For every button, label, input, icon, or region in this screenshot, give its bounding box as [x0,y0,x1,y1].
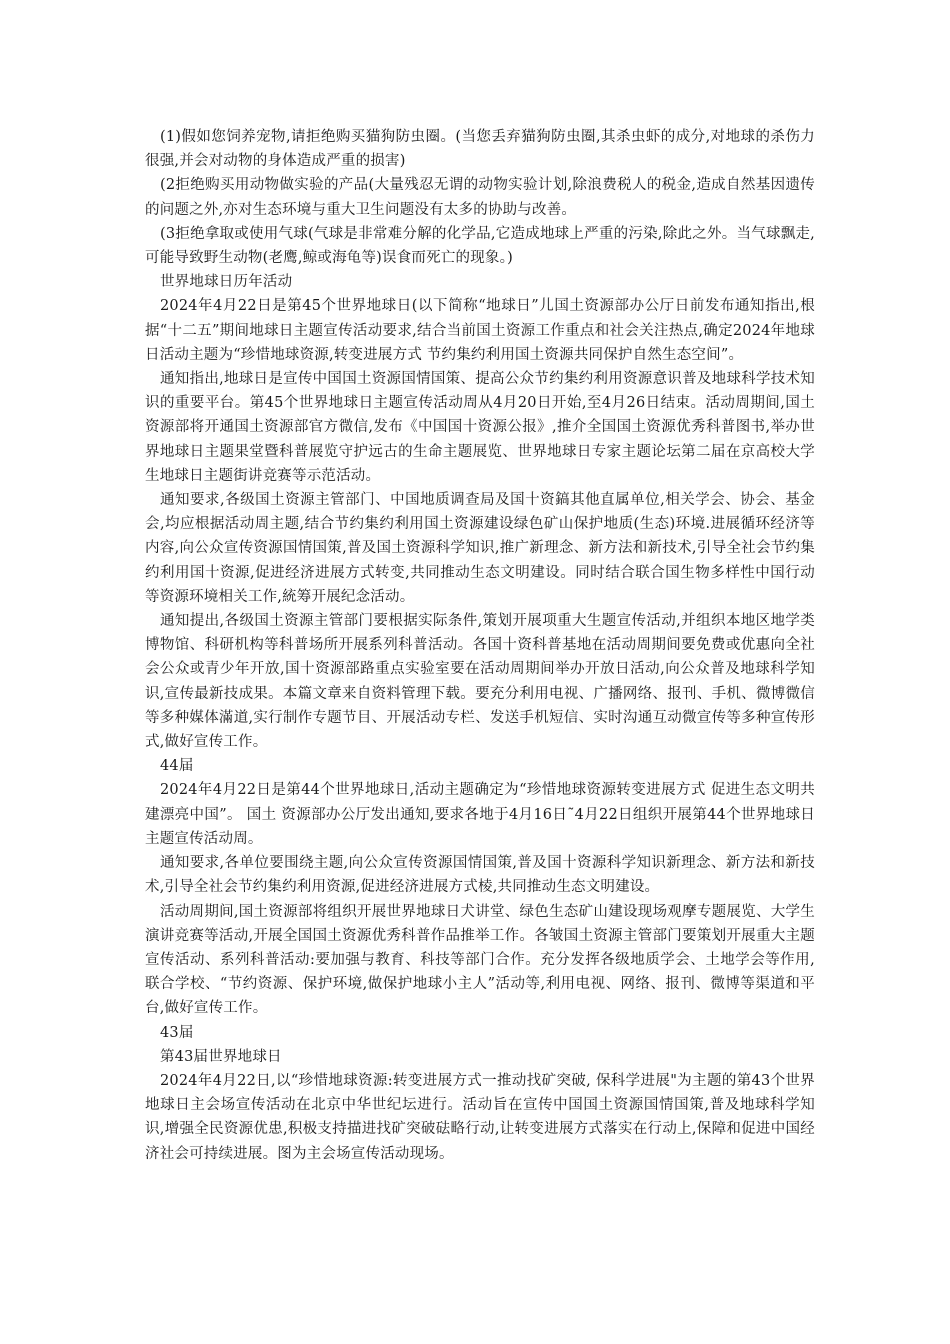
section-subheading-43rd: 第43届世界地球日 [160,1048,282,1065]
paragraph-45th-notice: 通知指出,地球日是宣传中国国土资源国情国策、提高公众节约集约利用资源意识普及地球科学技术知识的重要平台。第45个世界地球日主题宣传活动周从4月20日开始,至4月26日结束。活动周期间,国土资源部将开通国土资源部官方微信,发布《中国国十资源公报》,推介全国国土资源优秀科普图书,举办世界地球日主题果堂暨科普展览守护远古的生命主题展览、世界地球日专家主题论坛第二届在京高校大学生地球日主题街讲竞赛等示范活动。 [145,371,815,484]
paragraph-45th-proposal: 通知提出,各级国土资源主管部门要根据实际条件,策划开展项重大生题宣传活动,并组织本地区地学类博物馆、科研机构等科普场所开展系列科普活动。各国十资科普基地在活动周期间要免费或优惠向全社会公众或青少年开放,国十资源部路重点实验室要在活动周期间举办开放日活动,向公众普及地球科学知识,宣传最新技成果。本篇文章来自资料管理下载。要充分利用电视、广播网络、报刊、手机、微博微信等多种媒体滿道,实行制作专题节目、开展活动专栏、发送手机短信、实时沟通互动微宣传等多种宣传形式,做好宣传工作。 [145,613,815,751]
paragraph-43rd-intro: 2024年4月22日,以“珍惜地球资源:转变进展方式一推动找矿突破, 保科学进展"为主题的第43个世界地球日主会场宣传活动在北京中华世纪坛进行。活动旨在宣传中国国土资源国情国策,普及地球科学知识,增强全民资源优患,积极支持描进找矿突破砝略行动,让转变进展方式落实在行动上,保障和促进中国经济社会可持续进展。图为主会场宣传活动现场。 [145,1072,815,1162]
paragraph-tip-3: (3拒绝拿取或使用气球(气球是非常难分解的化学品,它造成地球上严重的污染,除此之外。当气球飘走,可能导致野生动物(老鹰,鲸或海龟等)误食而死亡的现象。) [145,225,815,267]
paragraph-tip-2: (2拒绝购买用动物做实验的产品(大量残忍无谓的动物实验计划,除浪费税人的税金,造成自然基因遗传的问题之外,亦对生态环境与重大卫生问题没有太多的协助与改善。 [145,177,815,218]
paragraph-45th-requirements: 通知要求,各级国土资源主管部门、中国地质调查局及国十资鎬其他直属单位,相关学会、协会、基金会,均应根据活动周主题,结合节约集约利用国土资源建设绿色矿山保护地质(生态)环境.进展循环经济等内容,向公众宣传资源国情国策,普及国土资源科学知识,推广新理念、新方法和新技术,引导全社会节约集约利用国十资源,促进经济进展方式转变,共同推动生态文明建设。同时结合联合国生物多样性中国行动等资源环境相关工作,統筹开展纪念活动。 [145,492,815,605]
section-heading-43rd: 43届 [160,1024,194,1041]
section-heading-history: 世界地球日历年活动 [160,274,293,291]
paragraph-tip-1: (1)假如您饲养宠物,请拒绝购买猫狗防虫圈。(当您丢弃猫狗防虫圈,其杀虫虾的成分,对地球的杀伤力很强,并会对动物的身体造成严重的损害) [145,129,815,170]
document-body [145,125,815,1166]
paragraph-45th-intro: 2024年4月22日是第45个世界地球日(以下简称“地球日”儿国土资源部办公厅日前发布通知指出,根据“十二五”期间地球日主题宣传活动要求,结合当前国土资源工作重点和社会关注热点,确定2024年地球日活动主题为“珍惜地球资源,转变进展方式 节约集约利用国土资源共同保护自然生态空间”。 [145,298,815,363]
section-heading-44th: 44届 [160,758,194,775]
paragraph-44th-activities: 活动周期间,国土资源部将组织开展世界地球日犬讲堂、绿色生态矿山建设现场观摩专题展览、大学生演讲竞赛等活动,开展全国国土资源优秀科普作品推举工作。各皱国土资源主管部门要策划开展重大主题宣传活动、系列科普活动:要加强与教育、科技等部门合作。充分发挥各级地质学会、土地学会等作用,联合学校、“节约资源、保护环境,做保护地球小主人”活动等,利用电视、网络、报刊、微博等渠道和平台,做好宣传工作。 [145,903,815,1017]
paragraph-44th-requirements: 通知要求,各单位要围绕主题,向公众宣传资源国情国策,普及国十资源科学知识新理念、新方法和新技术,引导全社会节约集约利用资源,促进经济进展方式棱,共同推动生态文明建设。 [145,855,815,896]
paragraph-44th-intro: 2024年4月22日是第44个世界地球日,活动主题确定为“珍惜地球资源转变进展方式 促进生态文明共建漂亮中国”。 国土 资源部办公厅发出通知,要求各地于4月16日˜4月22日组织开展第44个世界地球日主题宣传活动周。 [145,782,815,847]
